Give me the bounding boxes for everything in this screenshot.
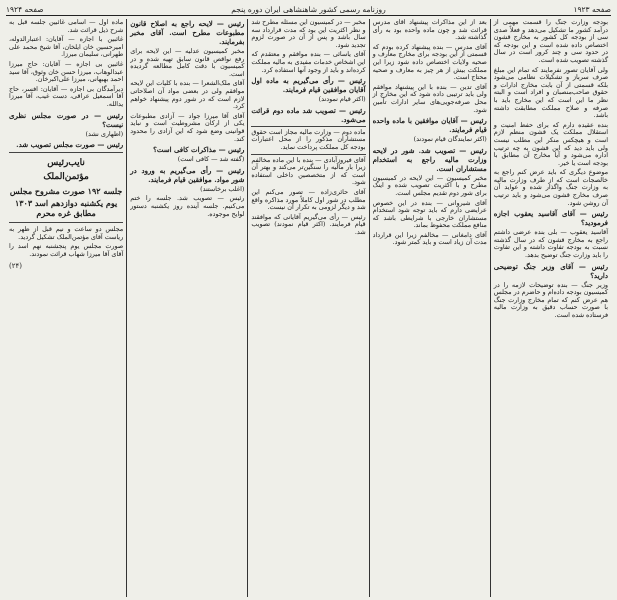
paragraph: مجلس دو ساعت و نیم قبل از ظهر به ریاست آقای مؤتمن‌الملک تشکیل گردید.	[8, 225, 124, 241]
page-number: (۲۴)	[8, 261, 22, 270]
speaker-line: رئیس — تصویب شد ماده دوم قرائت می‌شود.	[251, 105, 366, 124]
paragraph: رئیس — تصویب شد. جلسه را ختم می‌کنیم. جلسه آینده روز یکشنبه دستور لوایح موجوده.	[130, 194, 245, 218]
text-columns	[6, 19, 611, 597]
paragraph: آقای آقا میرزا جواد — آزادی مطبوعات یکی از ارکان مشروطیت است و نباید قوانینی وضع شود که این آزادی را محدود کند.	[130, 111, 245, 143]
session-notice	[9, 152, 123, 223]
column-1	[490, 19, 611, 597]
speaker-line: رئیس — رأی می‌گیریم به ماده اول آقایان موافقین قیام فرمایند.	[251, 76, 366, 95]
paragraph: دیرآمدگان بی اجازه — آقایان: افسر، حاج آقا اسمعیل عراقی، دست غیب، آقا میرزا یدالله.	[8, 84, 124, 108]
paragraph: آقای ملک‌الشعرا — بنده با کلیات این لایحه موافقم ولی در بعضی مواد آن اصلاحاتی لازم است که در شور دوم پیشنهاد خواهم کرد.	[130, 79, 245, 111]
column-4	[126, 19, 247, 597]
paragraph: آقای یاسائی — بنده موافقم و معتقدم که این اشخاص خدمات مفیدی به مالیه مملکت کرده‌اند و باید از وجود آنها استفاده کرد.	[251, 50, 366, 74]
speaker-line: رئیس — لایحه راجع به اصلاح قانون مطبوعات مطرح است. آقای مخبر بفرمایند.	[130, 19, 245, 46]
speaker-line: رئیس — صورت مجلس تصویب شد.	[16, 140, 124, 150]
speaker-line: رئیس — آقایان موافقین با ماده واحده قیام فرمایند.	[372, 116, 487, 135]
paragraph: آقای حائری‌زاده — تصور می‌کنم این مطلب در شور اول کاملاً مورد مذاکره واقع شد و دیگر لزومی به تکرار آن نیست.	[251, 187, 366, 212]
notice-name: مؤتمن‌الملک	[43, 172, 89, 183]
paragraph: آقای تدین — بنده با این پیشنهاد موافقم ولی باید ترتیبی داده شود که این مخارج از محل صرفه‌جویی‌های سایر ادارات تأمین شود.	[372, 82, 487, 114]
paragraph: غائبین با اجازه — آقایان: اعتبارالدوله، امیرحسین خان ایلخان، آقا شیخ محمد علی طهرانی، سلیمان میرزا.	[8, 35, 124, 59]
paragraph: رئیس — رأی می‌گیریم آقایانی که موافقند قیام فرمایند. (اکثر قیام نمودند) تصویب شد.	[251, 212, 366, 236]
paragraph: بودجه وزارت جنگ را قسمت مهمی از درآمد کشور ما تشکیل می‌دهد و فعلاً صدی سی از بودجه کل کشور به مخارج قشون اختصاص داده شده است و این بودجه که در حدود سی و چند کرور است در سال گذشته تصویب شده است.	[493, 19, 608, 64]
column-3	[247, 19, 368, 597]
paragraph: ماده اول — اسامی غائبین جلسه قبل به شرح ذیل قرائت شد.	[8, 19, 124, 34]
speaker-line: رئیس — آقای وزیر جنگ توضیحی دارید؟	[493, 261, 608, 280]
speaker-line: رئیس — مذاکرات کافی است؟	[153, 145, 245, 155]
paragraph: مخبر — در کمیسیون این مسئله مطرح شد و نظر اکثریت این بود که مدت قرارداد سه سال باشد و پس از آن در صورت لزوم تجدید شود.	[251, 19, 366, 49]
header-title: روزنامه رسمی کشور شاهنشاهی ایران دوره پنجم	[231, 4, 386, 14]
speaker-line: رئیس — آقای آقاسید یعقوب اجازه فرمودید؟	[493, 209, 608, 228]
paragraph: آقای شیروانی — بنده در این خصوص عرایضی دارم که باید توجه شود استخدام مستشاران خارجی با شرایطی باشد که منافع مملکت محفوظ بماند.	[372, 198, 487, 230]
paragraph: بنده عقیده دارم که برای حفظ امنیت و استقلال مملکت یک قشون منظم لازم است و هیچکس منکر این مطلب نیست ولی باید دید که این قشون به چه ترتیب اداره می‌شود و آیا مخارج آن مطابق با بودجه است یا خیر.	[493, 120, 608, 167]
notice-date: جلسه ۱۹۲ صورت مشروح مجلس	[9, 186, 123, 197]
paragraph: (اکثر قیام نمودند)	[318, 95, 366, 104]
speaker-line: رئیس — در صورت مجلس نظری نیست؟	[8, 110, 124, 129]
paragraph: بعد از این مذاکرات پیشنهاد آقای مدرس قرائت شد و چون ماده واحده بود به رأی گذاشته شد.	[372, 19, 487, 42]
paragraph: ولی آقایان تصور نفرمایند که تمام این مبلغ صرف سرباز و تشکیلات نظامی می‌شود بلکه قسمتی از آن بابت مخارج ادارات و حقوق صاحب‌منصبان و افراد است و البته نظر ما این است که این مخارج باید با صرفه و صلاح مملکت مطابقت داشته باشد.	[493, 65, 608, 120]
page-header	[6, 4, 611, 16]
paragraph: آقاسید یعقوب — بلی بنده عرضی داشتم راجع به مخارج قشون که در سال گذشته نسبت به بودجه تفاوت داشته و این تفاوت را باید وزارت جنگ توضیح بدهد.	[493, 228, 608, 260]
speaker-line: رئیس — تصویب شد. شور در لایحه وزارت مالیه راجع به استخدام مستشاران است.	[372, 145, 487, 173]
paragraph: آقای مدرس — بنده پیشنهاد کرده بودم که قسمتی از این بودجه برای مخارج معارف و صحیه ولایات اختصاص داده شود زیرا این مملکت بیش از هر چیز به معارف و صحیه محتاج است.	[372, 42, 487, 82]
paragraph: آقای فیروزآبادی — بنده با این ماده مخالفم زیرا بار مالیه را سنگین‌تر می‌کند و بهتر آن است که از متخصصین داخلی استفاده شود.	[251, 155, 366, 187]
notice-subtitle: یوم یکشنبه دوازدهم اسد ۱۳۰۳ مطابق غره محرم	[14, 198, 118, 219]
speaker-line: رئیس — رأی می‌گیریم به ورود در شور مواد. موافقین قیام فرمایند.	[130, 165, 245, 184]
paragraph: غائبین بی اجازه — آقایان: حاج میرزا عبدالوهاب، میرزا حسن خان وثوق، آقا سید احمد بهبهانی، میرزا علی‌اکبرخان.	[8, 59, 124, 84]
paragraph: (اغلب برخاستند)	[200, 184, 245, 193]
paragraph: مخبر کمیسیون عدلیه — این لایحه برای رفع نواقص قانون سابق تهیه شده و در کمیسیون با دقت کامل مطالعه گردیده است.	[130, 47, 245, 78]
column-5	[6, 19, 126, 597]
column-2	[369, 19, 490, 597]
paragraph: (اظهاری نشد)	[85, 129, 124, 138]
paragraph: صورت مجلس یوم پنجشنبه نهم اسد را آقای آقا میرزا شهاب قرائت نمودند.	[8, 242, 124, 258]
paragraph: (اکثر نمایندگان قیام نمودند)	[413, 135, 487, 144]
paragraph: آقای دامغانی — مخالفم زیرا این قرارداد مدت آن زیاد است و باید کمتر شود.	[372, 230, 487, 247]
article-text: ماده دوم — وزارت مالیه مجاز است حقوق مستشاران مذکور را از محل اعتبارات بودجه کل مملکت پرداخت نماید.	[251, 126, 365, 155]
header-page-left: صفحه ۱۹۲۴	[6, 4, 44, 14]
notice-title: نایب‌رئیس	[47, 158, 85, 169]
paragraph: موضوع دیگری که باید عرض کنم راجع به خالصجات است که از طرف وزارت مالیه به وزارت جنگ واگذار شده و عواید آن صرف مخارج قشون می‌شود و باید ترتیب آن روشن شود.	[493, 168, 608, 207]
paragraph: وزیر جنگ — بنده توضیحات لازمه را در کمیسیون بودجه داده‌ام و حاضرم در مجلس هم عرض کنم که تمام مخارج وزارت جنگ با صورت حساب دقیق به وزارت مالیه فرستاده شده است.	[493, 280, 608, 319]
paragraph: (گفته شد — کافی است)	[177, 155, 245, 164]
paragraph: مخبر کمیسیون — این لایحه در کمیسیون مطرح و با اکثریت تصویب شده و اینک برای شور دوم تقدیم مجلس است.	[372, 173, 487, 197]
header-page-right: صفحه ۱۹۲۳	[573, 4, 611, 14]
